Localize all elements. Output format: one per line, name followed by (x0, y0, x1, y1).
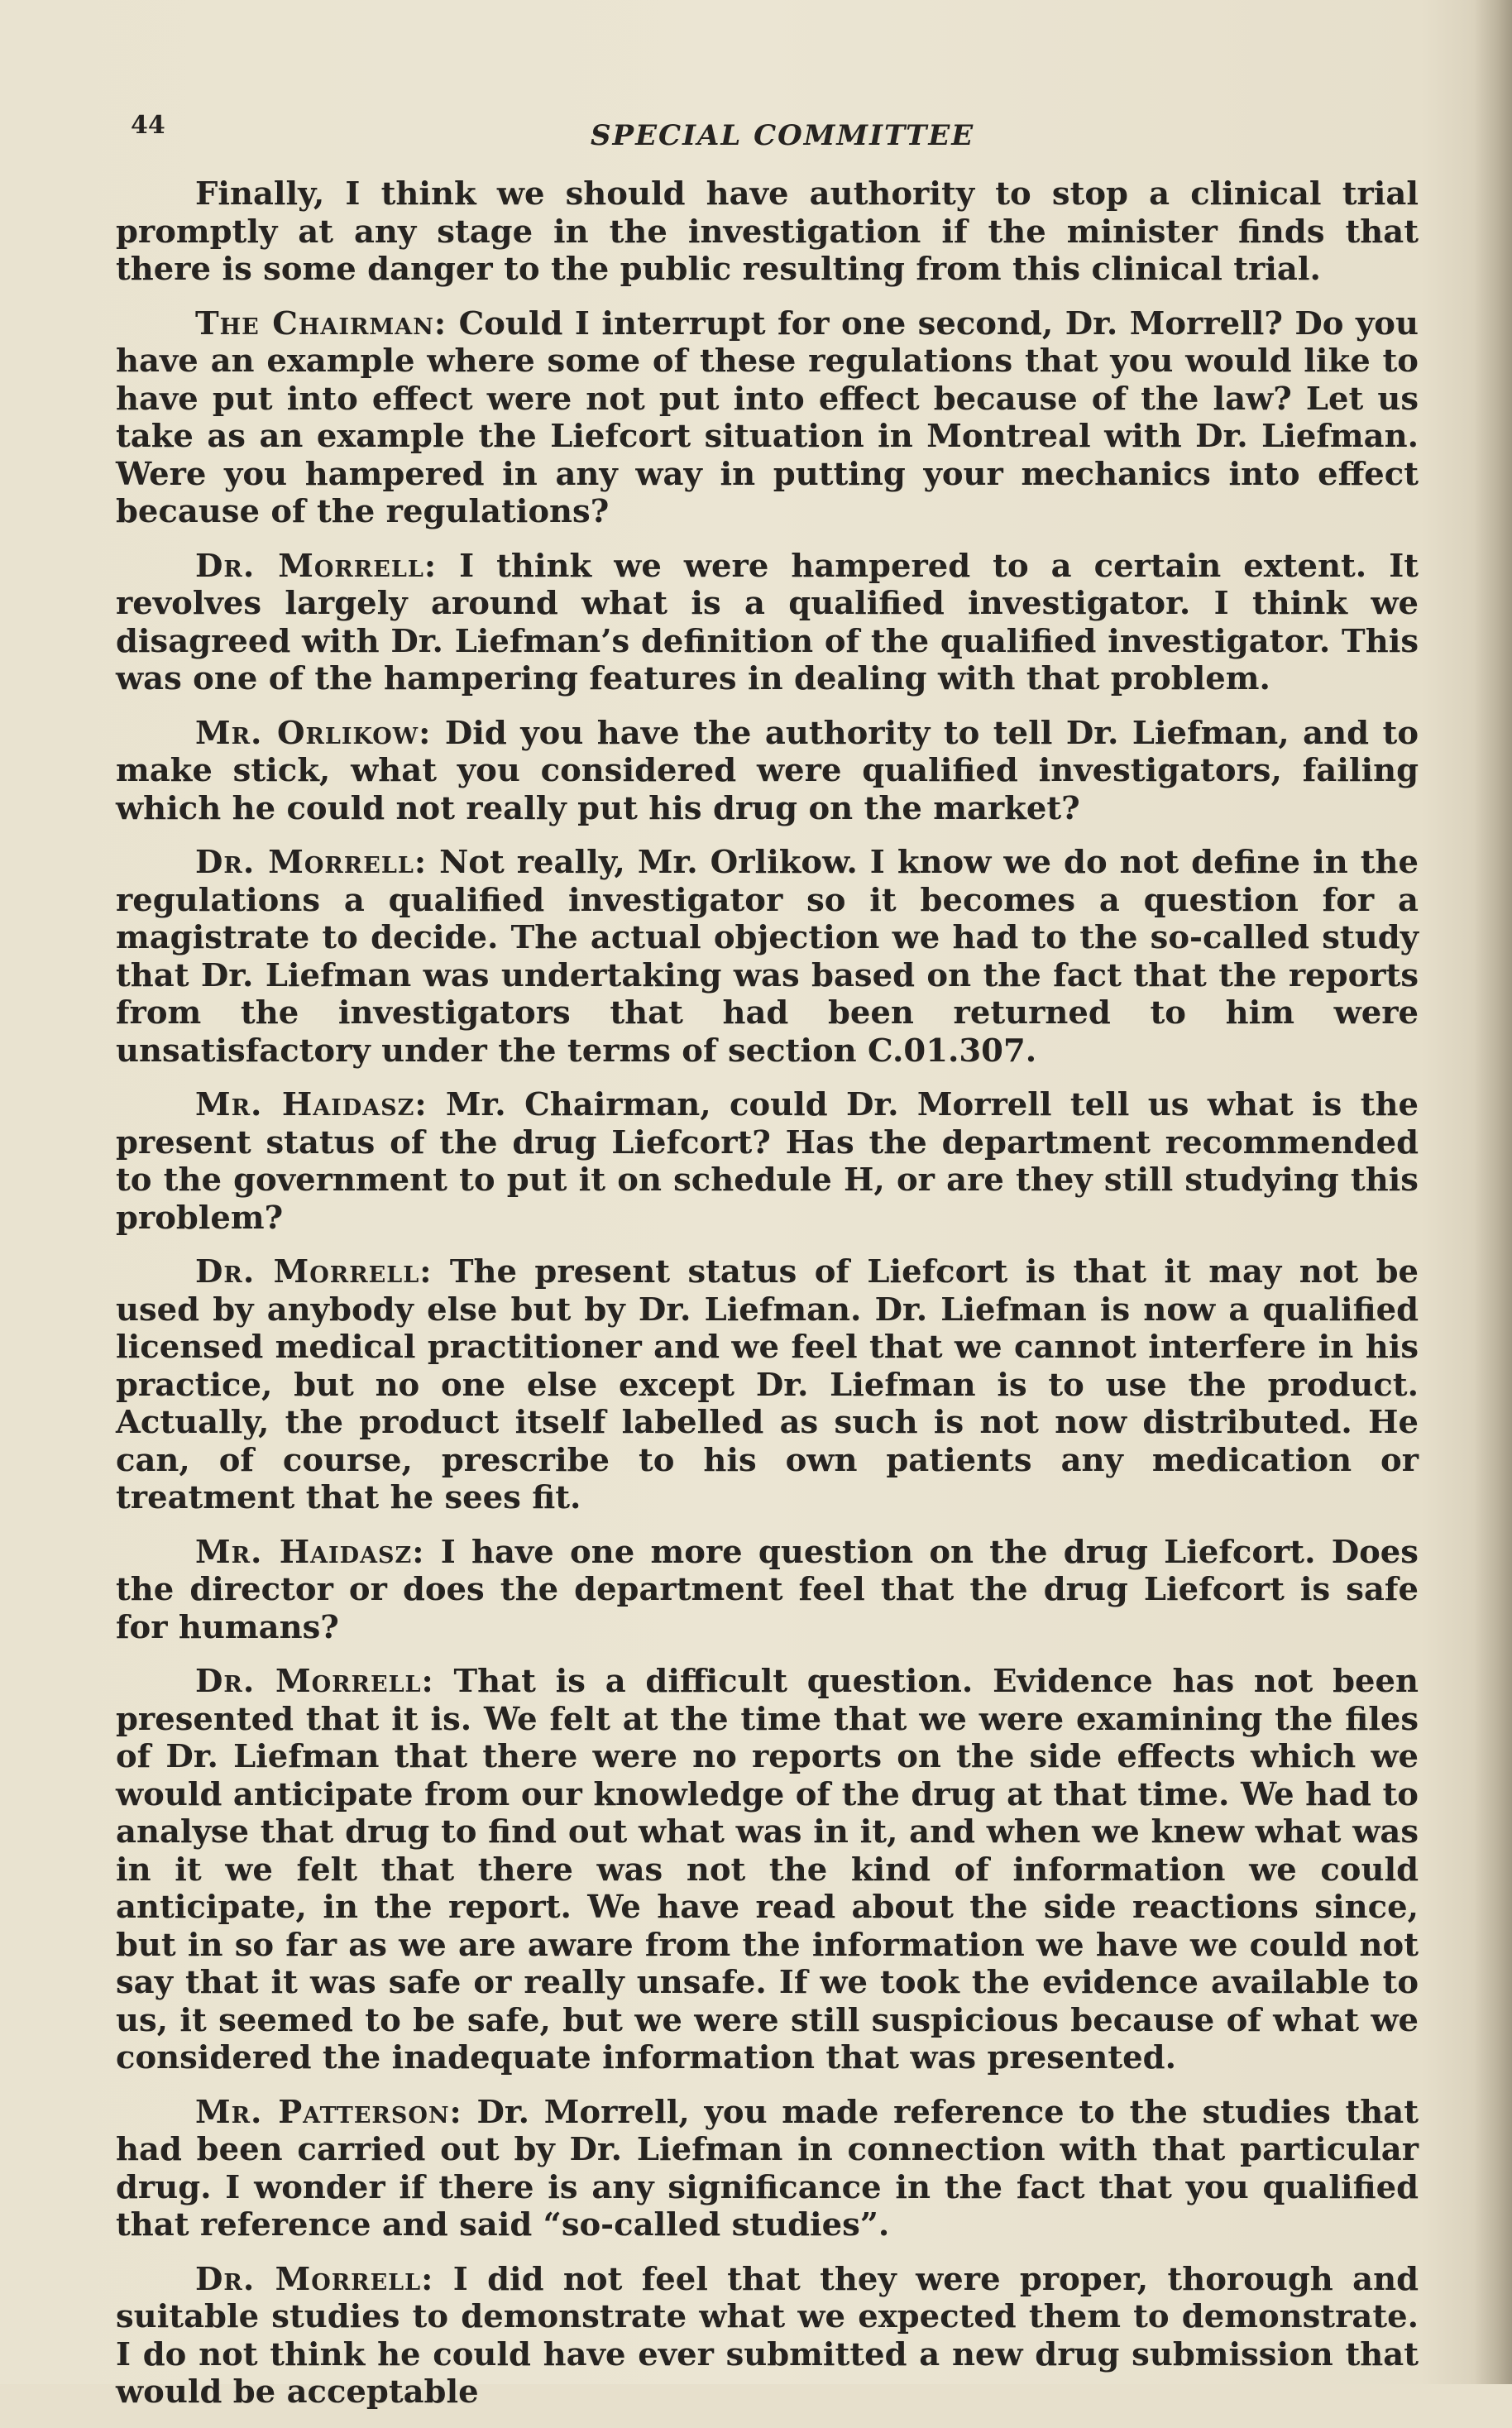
paragraph-text: The present status of Liefcort is that it may not be used by anybody else but by Dr. Liefman. Dr. Liefman is now a qualified licensed medical practitioner and we feel that we cannot interfere in his practice, but no one else except Dr. Liefman is to use the product. Actually, the product itself labelled as such is not now distributed. He can, of course, prescribe to his own patients any medication or treatment that he sees fit. (116, 1253, 1419, 1516)
speaker-label: Mr. Orlikow: (195, 714, 432, 752)
paragraph-text: I have one more question on the drug Liefcort. Does the director or does the department feel that the drug Liefcort is safe for humans? (116, 1533, 1419, 1646)
speaker-label: The Chairman: (195, 304, 447, 342)
page-number: 44 (131, 111, 165, 140)
speaker-label: Mr. Haidasz: (195, 1086, 428, 1123)
paragraph-text: I think we were hampered to a certain extent. It revolves largely around what is a qualified investigator. I think we disagreed with Dr. Liefman’s definition of the qualified investigator. This was one of the hampering features in dealing with that problem. (116, 547, 1419, 697)
paragraph (116, 1534, 1419, 1647)
page-edge-shadow (1474, 0, 1512, 2384)
speaker-label: Dr. Morrell: (195, 844, 428, 881)
paragraph (116, 175, 1419, 289)
page-header (131, 111, 1404, 160)
paragraph-text: That is a difficult question. Evidence has not been presented that it is. We felt at the time that we were examining the files of Dr. Liefman that there were no reports on the side effects which we would anticipate from our knowledge of the drug at that time. We had to analyse that drug to find out what was in it, and when we knew what was in it we felt that there was not the kind of information we could anticipate, in the report. We have read about the side reactions since, but in so far as we are aware from the information we have we could not say that it was safe or really unsafe. If we took the evidence available to us, it seemed to be safe, but we were still suspicious because of what we considered the inadequate information that was presented. (116, 1663, 1419, 2076)
paragraph-text: Mr. Chairman, could Dr. Morrell tell us what is the present status of the drug Liefcort? Has the department recommended to the government to put it on schedule H, or are they still studying this problem? (116, 1086, 1419, 1237)
paragraph (116, 844, 1419, 1070)
paragraph-text: Did you have the authority to tell Dr. Liefman, and to make stick, what you considered were qualified investigators, failing which he could not really put his drug on the market? (116, 714, 1419, 827)
paragraph (116, 2094, 1419, 2244)
running-title: SPECIAL COMMITTEE (591, 119, 975, 152)
paragraph (116, 2261, 1419, 2411)
paragraph-text: Dr. Morrell, you made reference to the studies that had been carried out by Dr. Liefman in connection with that particular drug. I wonder if there is any significance in the fact that you qualified that reference and said “so-called studies”. (116, 2093, 1419, 2244)
paragraph (116, 1253, 1419, 1517)
speaker-label: Dr. Morrell: (195, 1663, 434, 1700)
paragraph-text: I did not feel that they were proper, thorough and suitable studies to demonstrate what we expected them to demonstrate. I do not think he could have ever submitted a new drug submission that would be acceptable (116, 2260, 1419, 2411)
transcript-body (116, 175, 1419, 2428)
speaker-label: Dr. Morrell: (195, 547, 438, 585)
paragraph (116, 1663, 1419, 2077)
speaker-label: Mr. Haidasz: (195, 1533, 425, 1571)
speaker-label: Dr. Morrell: (195, 2260, 434, 2298)
speaker-label: Mr. Patterson: (195, 2093, 462, 2131)
paragraph-text: Could I interrupt for one second, Dr. Morrell? Do you have an example where some of these regulations that you would like to have put into effect were not put into effect because of the law? Let us take as an example the Liefcort situation in Montreal with Dr. Liefman. Were you hampered in any way in putting your mechanics into effect because of the regulations? (116, 304, 1419, 530)
speaker-label: Dr. Morrell: (195, 1253, 433, 1291)
paragraph-text: Not really, Mr. Orlikow. I know we do not define in the regulations a qualified investigator so it becomes a question for a magistrate to decide. The actual objection we had to the so-called study that Dr. Liefman was undertaking was based on the fact that the reports from the investigators that had been returned to him were unsatisfactory under the terms of section C.01.307. (116, 844, 1419, 1070)
paragraph (116, 715, 1419, 828)
paragraph (116, 1086, 1419, 1237)
paragraph (116, 548, 1419, 698)
paragraph-text: Finally, I think we should have authority to stop a clinical trial promptly at any stage in the investigation if the minister finds that there is some danger to the public resulting from this clinical trial. (116, 175, 1419, 288)
paragraph (116, 305, 1419, 531)
